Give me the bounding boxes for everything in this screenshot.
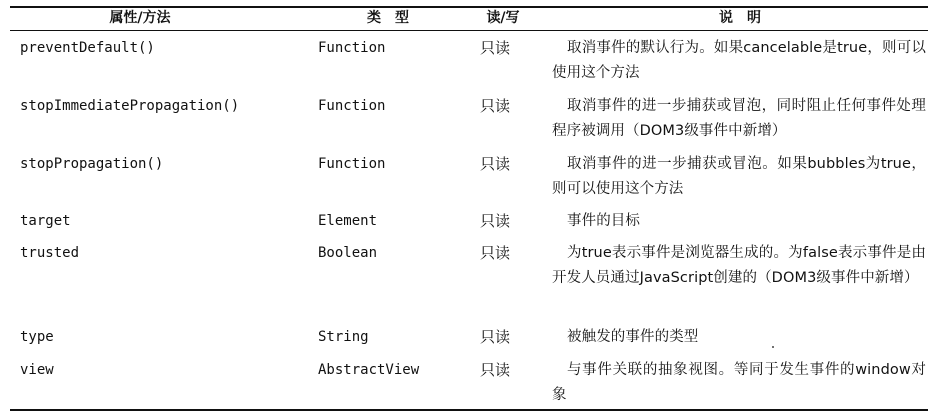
property-name: trusted xyxy=(20,245,80,261)
property-access: 只读 xyxy=(480,155,511,173)
header-property: 属性/方法 xyxy=(109,10,171,26)
property-name: stopPropagation() xyxy=(20,156,164,172)
property-type: Function xyxy=(318,98,386,114)
property-description: 事件的目标 xyxy=(567,213,640,229)
property-name: type xyxy=(20,329,54,345)
property-description: 取消事件的进一步捕获或冒泡，同时阻止任何事件处理程序被调用（DOM3级事件中新增） xyxy=(552,98,926,139)
property-access: 只读 xyxy=(480,97,511,115)
property-type: Boolean xyxy=(318,245,378,261)
property-name: preventDefault() xyxy=(20,40,155,56)
property-description: 取消事件的进一步捕获或冒泡。如果bubbles为true，则可以使用这个方法 xyxy=(552,156,926,197)
property-type: Element xyxy=(318,213,378,229)
header-description: 说 明 xyxy=(719,10,761,26)
property-access: 只读 xyxy=(480,244,511,262)
property-access: 只读 xyxy=(480,39,511,57)
property-name: view xyxy=(20,362,54,378)
header-access: 读/写 xyxy=(486,10,520,26)
property-description: 取消事件的默认行为。如果cancelable是true，则可以使用这个方法 xyxy=(552,40,926,81)
property-description: 为true表示事件是浏览器生成的。为false表示事件是由开发人员通过JavaScript创建的（DOM3级事件中新增） xyxy=(552,245,926,286)
table-header-rule xyxy=(10,30,928,31)
property-type: Function xyxy=(318,40,386,56)
property-type: AbstractView xyxy=(318,362,420,378)
property-access: 只读 xyxy=(480,361,511,379)
property-type: String xyxy=(318,329,369,345)
scan-speck xyxy=(772,346,774,348)
table-top-rule xyxy=(10,6,928,8)
property-type: Function xyxy=(318,156,386,172)
property-description: 被触发的事件的类型 xyxy=(567,329,699,345)
property-name: stopImmediatePropagation() xyxy=(20,98,240,114)
property-description: 与事件关联的抽象视图。等同于发生事件的window对象 xyxy=(552,362,926,403)
property-name: target xyxy=(20,213,71,229)
property-access: 只读 xyxy=(480,328,511,346)
header-type: 类 型 xyxy=(367,10,409,26)
property-access: 只读 xyxy=(480,212,511,230)
table-bottom-rule xyxy=(10,409,928,411)
